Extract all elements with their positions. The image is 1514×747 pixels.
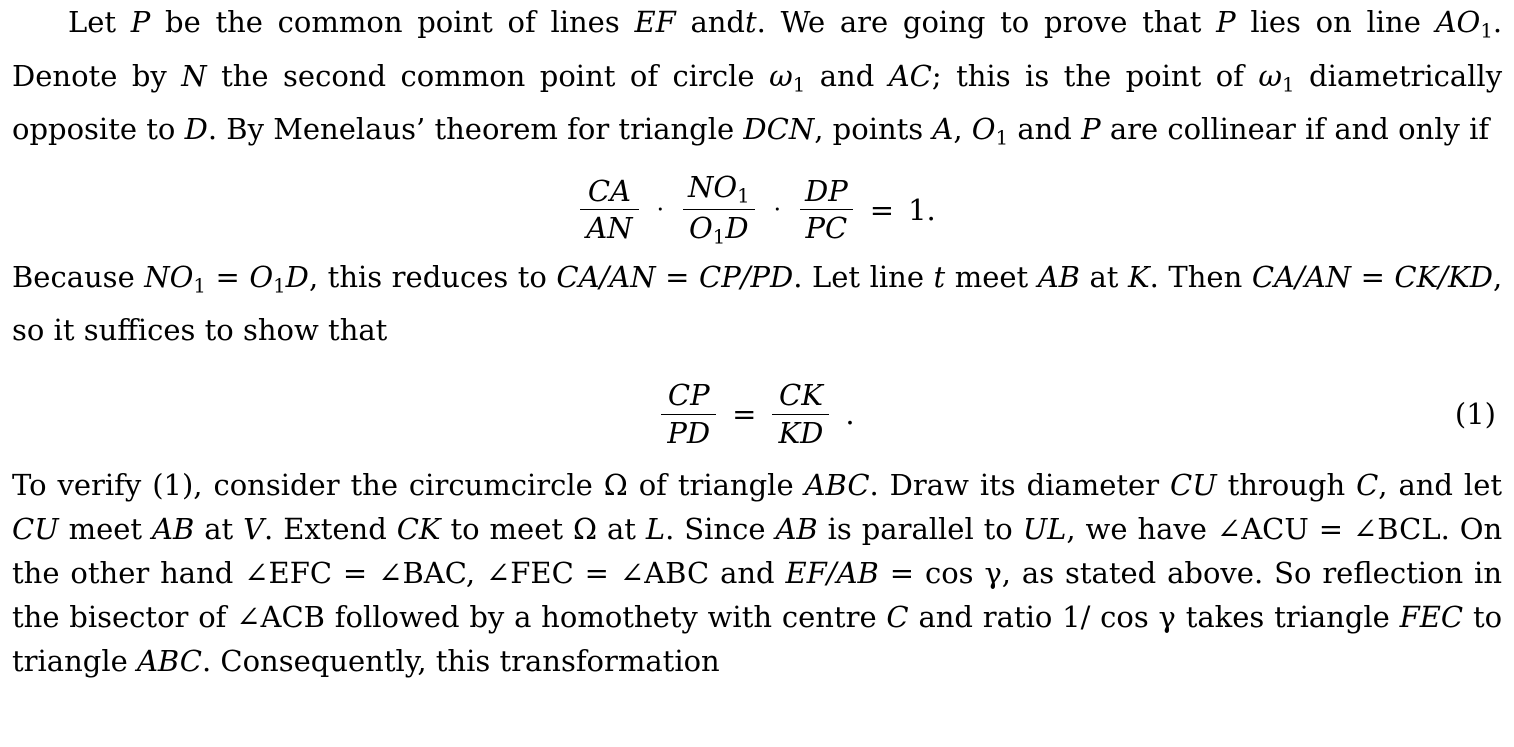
fraction-numerator: CA: [587, 173, 631, 208]
math-subscript-1: 1: [273, 274, 286, 298]
multiplication-dot-2: ·: [773, 196, 782, 224]
equation-menelaus: [12, 171, 1502, 249]
text-run: . Extend: [264, 512, 387, 547]
math-subscript-1: 1: [193, 274, 206, 298]
fraction-NO1-over-O1D: [682, 171, 756, 249]
text-run: to meet: [450, 512, 564, 547]
math-triangle-ABC-2: ABC: [136, 644, 202, 679]
math-ratio-one-over-cos-gamma: 1/ cos γ: [1062, 600, 1176, 635]
text-run: of triangle: [638, 468, 794, 503]
text-run: , so it suffices to show that: [12, 259, 1503, 348]
math-circumcircle-Omega-2: Ω: [572, 512, 598, 547]
math-segment-AB-2: AB: [775, 512, 818, 547]
math-ratio-CA-AN-2: CA/AN: [1251, 259, 1352, 294]
math-line-EF: EF: [634, 5, 676, 39]
math-angle-BCL: ∠BCL: [1352, 512, 1441, 547]
equation-right-side: 1.: [908, 192, 936, 227]
fraction-CA-over-AN: [580, 175, 638, 245]
fraction-numerator: CP: [667, 378, 710, 413]
math-var-C-2: C: [886, 600, 909, 635]
equals-sign: =: [342, 556, 368, 591]
text-run: . Then: [1149, 259, 1243, 294]
text-run: is parallel to: [827, 512, 1013, 547]
math-subscript-1: 1: [995, 126, 1009, 150]
math-triangle-DCN: DCN: [743, 112, 815, 147]
math-NO1: NO: [144, 259, 194, 294]
text-run: ; this is the point of: [931, 58, 1244, 93]
text-run: Let: [68, 5, 117, 39]
math-angle-ABC: ∠ABC: [619, 556, 710, 591]
text-run: , as stated above. So reflection in the bisector of: [12, 556, 1503, 635]
math-var-V: V: [243, 512, 265, 547]
fraction-numerator: CK: [779, 378, 823, 413]
math-var-K: K: [1128, 259, 1150, 294]
denominator-text-pre: O: [688, 211, 713, 246]
text-run: . By Menelaus’ theorem for triangle: [207, 112, 735, 147]
fraction-denominator: PC: [800, 209, 854, 244]
math-segment-CK: CK: [396, 512, 441, 547]
fraction-denominator: KD: [772, 414, 829, 449]
text-run: . On the other hand: [12, 512, 1503, 591]
text-run: . Draw its diameter: [869, 468, 1160, 503]
math-segment-AC: AC: [888, 58, 932, 93]
math-line-t: t: [744, 5, 757, 39]
math-cos-gamma: cos γ: [924, 556, 1002, 591]
paragraph-2: [12, 255, 1502, 353]
math-diameter-CU-2: CU: [12, 512, 59, 547]
math-triangle-FEC: FEC: [1399, 600, 1464, 635]
period: .: [845, 397, 855, 432]
text-run: and: [1017, 112, 1072, 147]
math-var-L: L: [645, 512, 666, 547]
math-segment-UL: UL: [1022, 512, 1067, 547]
equals-sign: =: [215, 259, 240, 294]
math-angle-FEC: ∠FEC: [485, 556, 574, 591]
denominator-text-post: D: [725, 211, 749, 246]
math-D: D: [285, 259, 309, 294]
text-run: . Consequently, this transformation: [201, 644, 720, 679]
text-run: , we have: [1066, 512, 1207, 547]
math-subscript-1: 1: [792, 73, 806, 97]
text-run: meet: [954, 259, 1029, 294]
math-var-O1: O: [971, 112, 996, 147]
fraction-denominator: AN: [580, 209, 638, 244]
text-run: and ratio: [918, 600, 1053, 635]
text-run: lies on line: [1250, 5, 1421, 39]
text-run: be the common point of lines: [165, 5, 620, 39]
text-run: , and let: [1378, 468, 1503, 503]
text-run: . Let line: [793, 259, 924, 294]
math-triangle-ABC: ABC: [804, 468, 870, 503]
math-var-P-2: P: [1216, 5, 1236, 39]
text-run: and: [690, 5, 745, 39]
multiplication-dot: ·: [656, 196, 664, 224]
equals-sign: =: [1318, 512, 1344, 547]
math-subscript-1: 1: [712, 225, 726, 249]
math-segment-AB: AB: [1037, 259, 1080, 294]
math-subscript-1: 1: [1282, 73, 1295, 97]
fraction-CP-over-PD: [661, 379, 716, 449]
equation-number: (1): [1454, 396, 1496, 431]
text-run: followed by a homothety with centre: [334, 600, 877, 635]
text-run: at: [204, 512, 234, 547]
text-run: . Denote by: [12, 5, 1503, 93]
math-line-AO1: AO: [1435, 5, 1481, 39]
text-run: the second common point of circle: [221, 58, 755, 93]
equals-sign: =: [869, 192, 895, 227]
fraction-DP-over-PC: [799, 175, 854, 245]
paragraph-1: [12, 0, 1502, 161]
fraction-numerator: DP: [805, 173, 848, 208]
math-angle-ACU: ∠ACU: [1216, 512, 1309, 547]
math-var-N: N: [181, 58, 207, 93]
numerator-text: NO: [687, 169, 738, 204]
text-run: , this reduces to: [308, 259, 547, 294]
math-O1D: O: [249, 259, 274, 294]
text-run: ,: [953, 112, 963, 147]
text-run: meet: [68, 512, 143, 547]
math-var-D: D: [184, 112, 208, 147]
text-run: , points: [814, 112, 924, 147]
equals-sign: =: [1360, 259, 1385, 294]
fraction-denominator: PD: [661, 414, 716, 449]
math-angle-BAC: ∠BAC: [378, 556, 466, 591]
text-run: . We are going to prove that: [756, 5, 1202, 39]
text-run: diametrically opposite to: [12, 58, 1503, 147]
spacer: [12, 352, 1502, 368]
math-diameter-CU: CU: [1170, 468, 1217, 503]
text-run: takes triangle: [1185, 600, 1390, 635]
math-subscript-1: 1: [1480, 19, 1493, 43]
math-ratio-CA-AN: CA/AN: [556, 259, 656, 294]
fraction-numerator: [682, 171, 756, 210]
math-line-t: t: [933, 259, 946, 294]
text-run: through: [1227, 468, 1346, 503]
fraction-CK-over-KD: [772, 379, 829, 449]
math-subscript-1: 1: [737, 184, 750, 208]
equals-sign: =: [889, 556, 915, 591]
math-var-P-3: P: [1081, 112, 1101, 147]
math-circumcircle-Omega: Ω: [603, 468, 628, 503]
equals-sign: =: [732, 397, 757, 432]
math-angle-EFC: ∠EFC: [244, 556, 333, 591]
text-run: and: [819, 58, 875, 93]
text-run: and: [720, 556, 775, 591]
equation-1: [12, 378, 1502, 449]
spacer: [12, 455, 1502, 463]
text-run: at: [606, 512, 636, 547]
math-angle-ACB: ∠ACB: [236, 600, 325, 635]
math-segment-AB: AB: [152, 512, 195, 547]
equals-sign: =: [584, 556, 609, 591]
text-run: at: [1089, 259, 1119, 294]
math-ratio-EF-AB: EF/AB: [785, 556, 879, 591]
text-run: Because: [12, 259, 135, 294]
math-var-P: P: [130, 5, 151, 39]
paragraph-3: [12, 463, 1502, 683]
text-run: are collinear if and only if: [1109, 112, 1490, 147]
math-ratio-CK-KD: CK/KD: [1394, 259, 1493, 294]
math-ratio-CP-PD: CP/PD: [699, 259, 794, 294]
math-circle-omega1: ω: [769, 58, 793, 93]
text-run: ,: [465, 556, 476, 591]
text-run: to triangle: [12, 600, 1503, 679]
math-var-C: C: [1356, 468, 1379, 503]
text-run: . Since: [665, 512, 766, 547]
math-circle-omega1-2: ω: [1258, 58, 1283, 93]
equals-sign: =: [665, 259, 690, 294]
fraction-denominator: [683, 209, 755, 249]
text-run: To verify (1), consider the circumcircle: [12, 468, 593, 503]
math-var-A: A: [932, 112, 954, 147]
